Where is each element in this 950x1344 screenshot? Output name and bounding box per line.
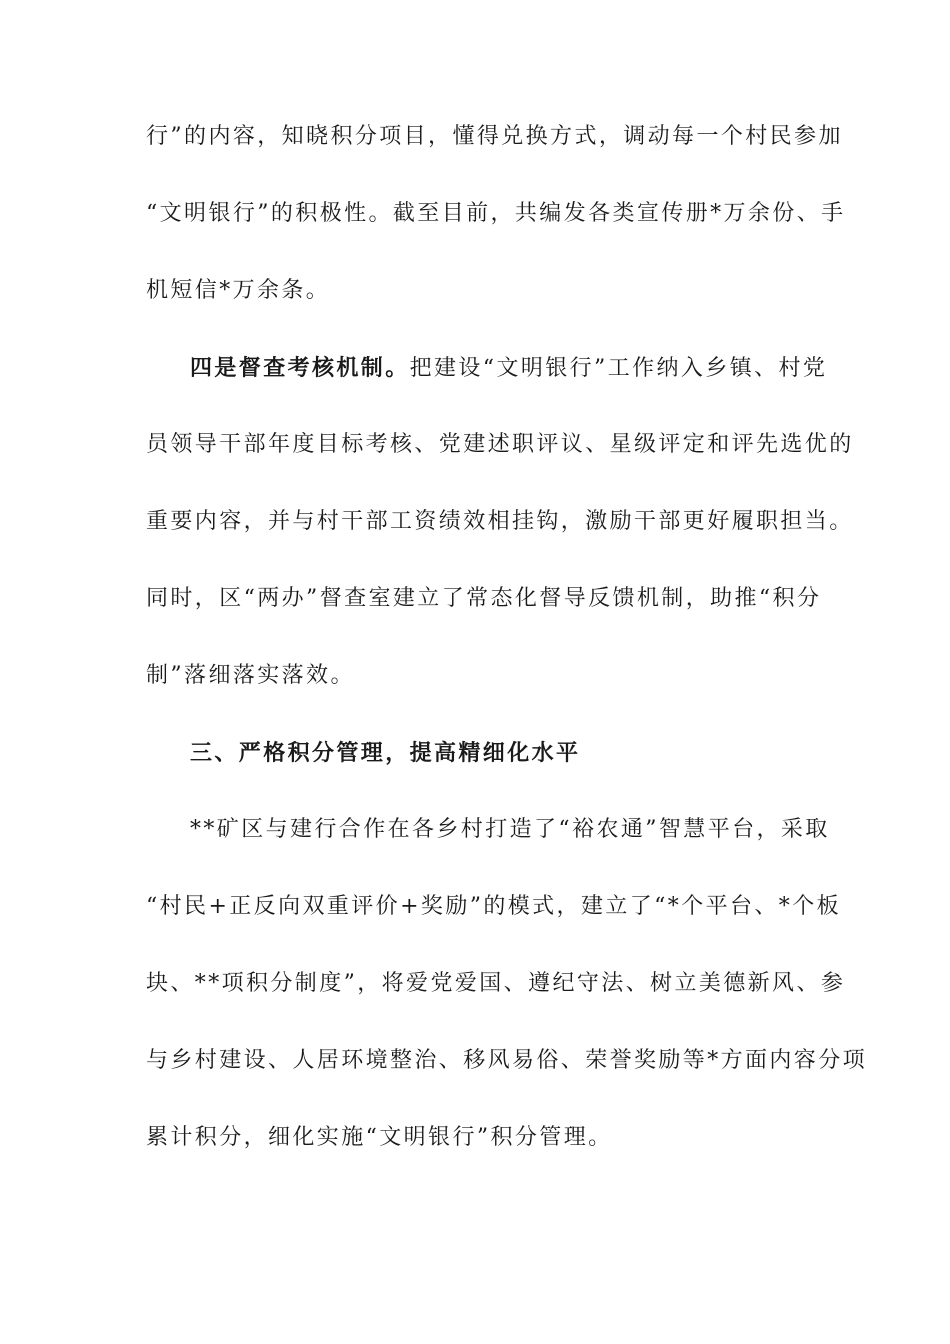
text-line: “文明银行”的积极性。截至目前，共编发各类宣传册*万余份、手 xyxy=(146,201,846,226)
text-line: “村民+正反向双重评价+奖励”的模式，建立了“*个平台、*个板 xyxy=(146,894,842,919)
text-line: 机短信*万余条。 xyxy=(146,278,331,303)
text-line-rest: 把建设“文明银行”工作纳入乡镇、村党 xyxy=(409,356,828,381)
text-line: 员领导干部年度目标考核、党建述职评议、星级评定和评先选优的 xyxy=(146,432,854,457)
text-line: 行”的内容，知晓积分项目，懂得兑换方式，调动每一个村民参加 xyxy=(146,124,843,149)
text-line: 制”落细落实落效。 xyxy=(146,663,355,688)
paragraph-lead: 四是督查考核机制。 xyxy=(190,355,410,381)
text-line: 累计积分，细化实施“文明银行”积分管理。 xyxy=(146,1125,613,1150)
text-line xyxy=(146,349,828,387)
section-heading: 三、严格积分管理，提高精细化水平 xyxy=(190,740,581,766)
document-page xyxy=(146,118,868,1157)
text-line: 重要内容，并与村干部工资绩效相挂钩，激励干部更好履职担当。 xyxy=(146,509,854,534)
paragraph-points-management xyxy=(146,811,868,1157)
paragraph-supervision xyxy=(146,349,854,695)
paragraph-publicity xyxy=(146,118,846,310)
text-line: 块、**项积分制度”，将爱党爱国、遵纪守法、树立美德新风、参 xyxy=(146,971,846,996)
text-line: 与乡村建设、人居环境整治、移风易俗、荣誉奖励等*方面内容分项 xyxy=(146,1048,868,1073)
text-line: 同时，区“两办”督查室建立了常态化督导反馈机制，助推“积分 xyxy=(146,586,822,611)
text-line: **矿区与建行合作在各乡村打造了“裕农通”智慧平台，采取 xyxy=(190,817,830,842)
